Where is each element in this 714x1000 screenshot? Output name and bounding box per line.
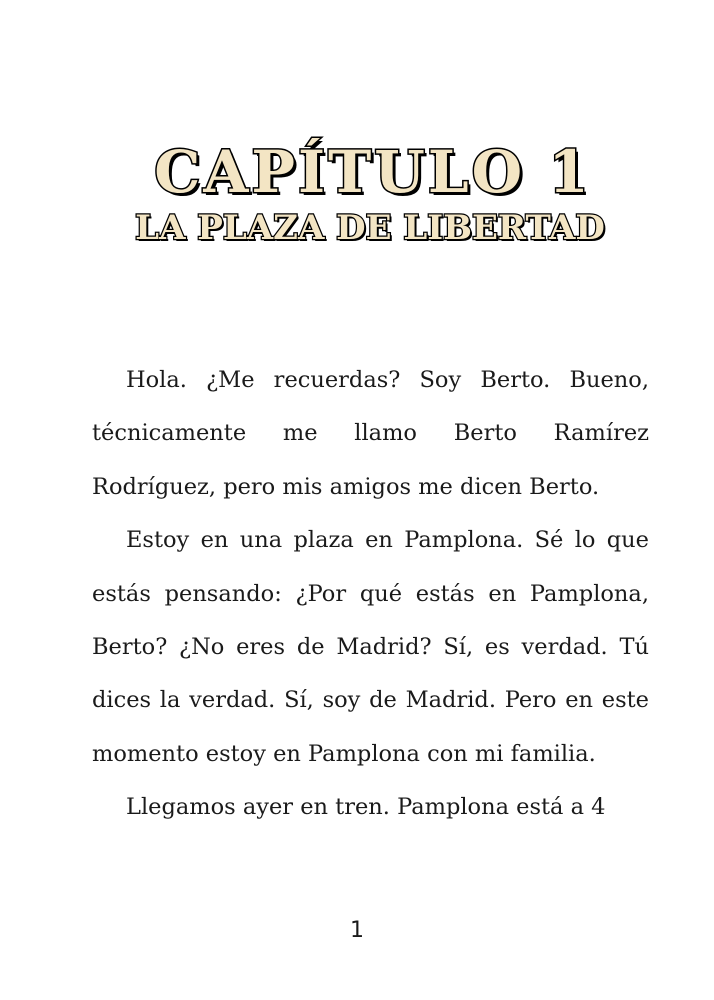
paragraph-1: Hola. ¿Me recuerdas? Soy Berto. Bueno, técnicamente me llamo Berto Ramírez Rodríguez, pero mis amigos me dicen Berto. <box>92 367 649 500</box>
page-number: 1 <box>350 918 364 943</box>
chapter-title: CAPÍTULO 1 <box>154 138 592 206</box>
paragraph-3: Llegamos ayer en tren. Pamplona está a 4 <box>126 794 606 821</box>
chapter-body <box>92 354 649 835</box>
paragraph-2: Estoy en una plaza en Pamplona. Sé lo que estás pensando: ¿Por qué estás en Pamplona, Berto? ¿No eres de Madrid? Sí, es verdad. Tú dices la verdad. Sí, soy de Madrid. Pero en este momento estoy en Pamplona con mi familia. <box>92 527 649 767</box>
chapter-subtitle: LA PLAZA DE LIBERTAD <box>135 208 605 248</box>
